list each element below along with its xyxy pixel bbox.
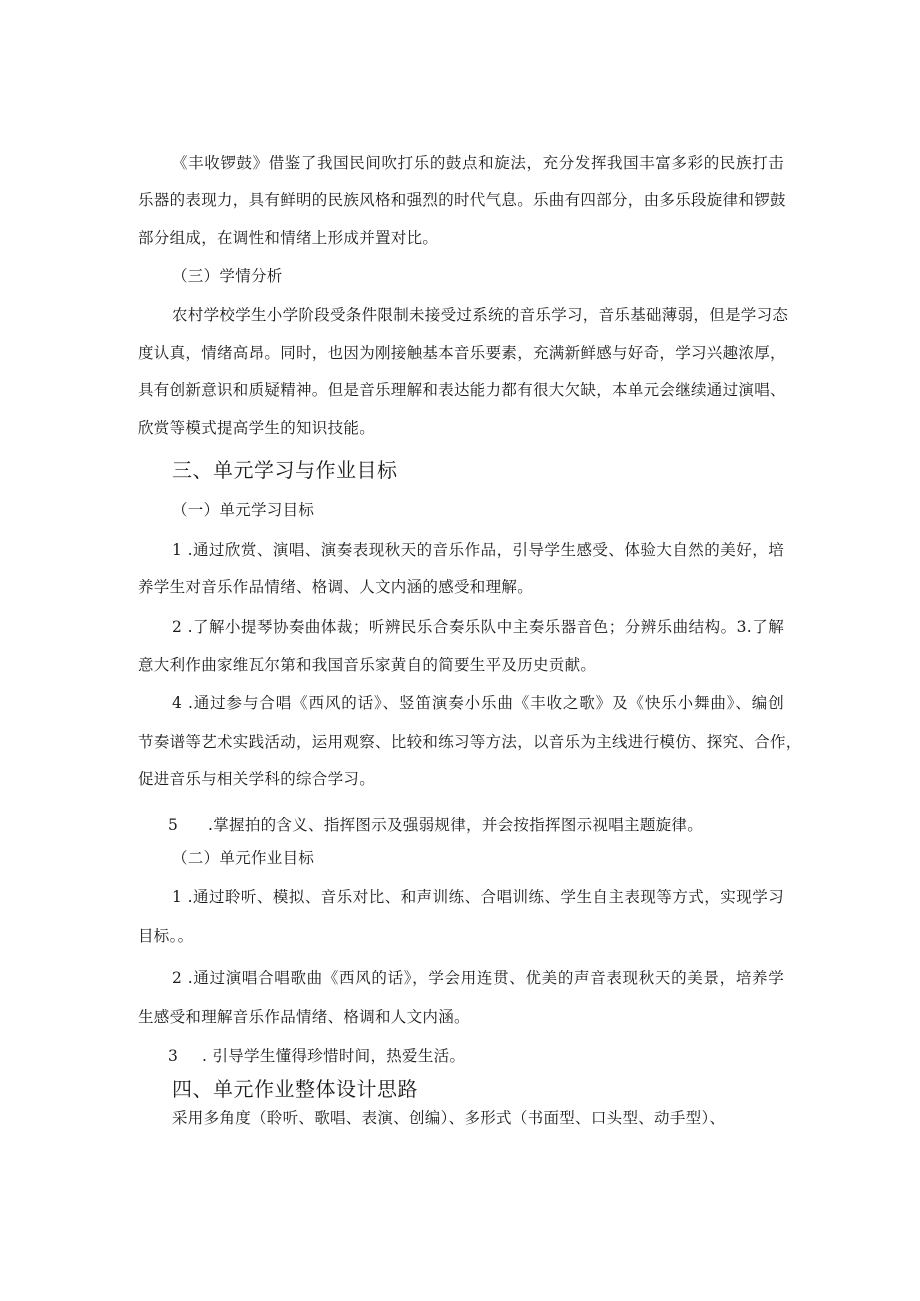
subheading-learner-analysis: （三）学情分析	[172, 267, 283, 285]
goal-item-2-line: 2 .了解小提琴协奏曲体裁；听辨民乐合奏乐队中主奏乐器音色；分辨乐曲结构。3.了解	[172, 618, 784, 636]
goal-item-4-line: 4 .通过参与合唱《西风的话》、竖笛演奏小乐曲《丰收之歌》及《快乐小舞曲》、编创	[172, 694, 784, 712]
paragraph-line: 《丰收锣鼓》借鉴了我国民间吹打乐的鼓点和旋法，充分发挥我国丰富多彩的民族打击	[172, 154, 784, 172]
section-heading-3: 三、单元学习与作业目标	[172, 458, 398, 482]
homework-item-1-line: 目标。。	[138, 927, 194, 945]
subheading-homework-goals: （二）单元作业目标	[172, 849, 315, 867]
homework-item-2-line: 生感受和理解音乐作品情绪、格调和人文内涵。	[138, 1008, 470, 1026]
paragraph-line: 度认真，情绪高昂。同时，也因为刚接触基本音乐要素，充满新鲜感与好奇，学习兴趣浓厚，	[138, 344, 786, 362]
goal-item-5-text: .掌握拍的含义、指挥图示及强弱规律，并会按指挥图示视唱主题旋律。	[208, 816, 704, 834]
paragraph-line: 部分组成，在调性和情绪上形成并置对比。	[138, 229, 439, 247]
paragraph-line: 农村学校学生小学阶段受条件限制未接受过系统的音乐学习，音乐基础薄弱，但是学习态	[172, 306, 789, 324]
homework-item-1-line: 1 .通过聆听、模拟、音乐对比、和声训练、合唱训练、学生自主表现等方式，实现学习	[172, 888, 784, 906]
homework-item-3-text: . 引导学生懂得珍惜时间，热爱生活。	[202, 1047, 466, 1065]
subheading-learning-goals: （一）单元学习目标	[172, 501, 315, 519]
goal-item-1-line: 养学生对音乐作品情绪、格调、人文内涵的感受和理解。	[138, 578, 534, 596]
goal-item-1-line: 1 .通过欣赏、演唱、演奏表现秋天的音乐作品，引导学生感受、体验大自然的美好，培	[172, 541, 784, 559]
goal-item-5-number: 5	[168, 816, 179, 834]
section-heading-4: 四、单元作业整体设计思路	[172, 1077, 418, 1101]
homework-item-2-line: 2 .通过演唱合唱歌曲《西风的话》，学会用连贯、优美的声音表现秋天的美景，培养学	[172, 969, 784, 987]
design-approach-line: 采用多角度（聆听、歌唱、表演、创编）、多形式（书面型、口头型、动手型）、	[172, 1109, 726, 1127]
homework-item-3-number: 3	[168, 1047, 179, 1065]
goal-item-4-line: 促进音乐与相关学科的综合学习。	[138, 770, 376, 788]
goal-item-4-line: 节奏谱等艺术实践活动，运用观察、比较和练习等方法，以音乐为主线进行模仿、探究、合作，	[138, 733, 802, 751]
paragraph-line: 乐器的表现力，具有鲜明的民族风格和强烈的时代气息。乐曲有四部分，由多乐段旋律和锣鼓	[138, 191, 786, 209]
paragraph-line: 具有创新意识和质疑精神。但是音乐理解和表达能力都有很大欠缺，本单元会继续通过演唱、	[138, 381, 786, 399]
goal-item-2-line: 意大利作曲家维瓦尔第和我国音乐家黄自的简要生平及历史贡献。	[138, 656, 597, 674]
paragraph-line: 欣赏等模式提高学生的知识技能。	[138, 419, 376, 437]
